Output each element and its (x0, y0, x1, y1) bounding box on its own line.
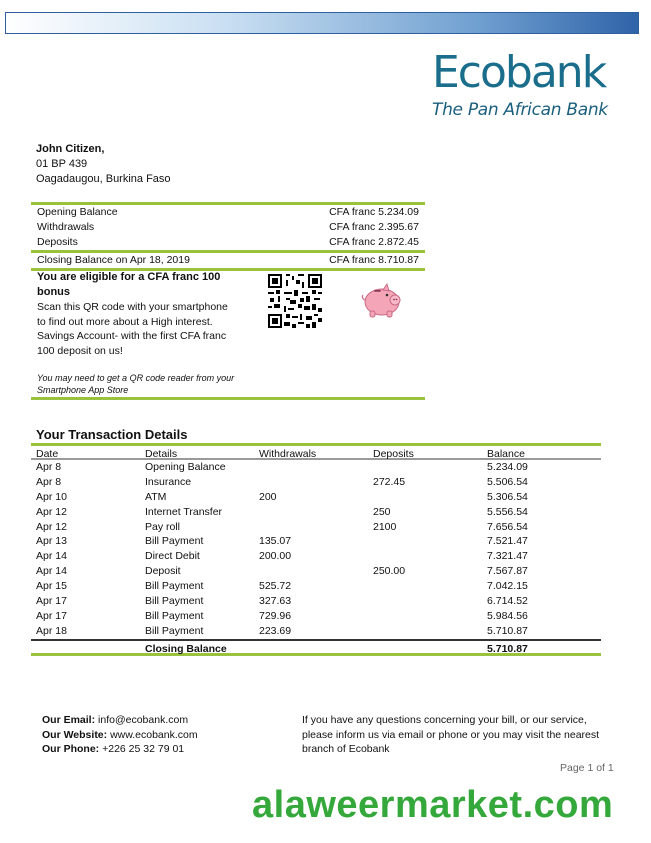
table-header (31, 443, 601, 460)
website-label: Our Website: (42, 728, 108, 741)
details-cell: Internet Transfer (145, 505, 223, 518)
watermark: alaweermarket.com (252, 784, 614, 826)
withdrawal-cell: 327.63 (259, 595, 292, 608)
balance-cell: 7.042.15 (487, 580, 528, 593)
table-footer (31, 639, 601, 656)
table-row (31, 594, 601, 609)
balance-cell: 7.521.47 (487, 535, 528, 548)
table-row (31, 475, 601, 490)
withdrawal-cell (259, 460, 373, 475)
date-cell: Apr 12 (36, 520, 67, 533)
deposit-cell (373, 624, 487, 639)
details-cell: Insurance (145, 475, 192, 488)
transactions-title: Your Transaction Details (36, 427, 188, 442)
table-row (31, 609, 601, 624)
date-cell: Apr 8 (36, 475, 62, 488)
withdrawal-cell: 223.69 (259, 624, 292, 637)
date-cell: Apr 14 (36, 550, 67, 563)
date-cell: Apr 15 (36, 580, 67, 593)
table-body (31, 460, 601, 639)
summary-value: CFA franc 2.872.45 (329, 236, 419, 248)
summary-row (31, 220, 425, 235)
summary-label: Closing Balance on Apr 18, 2019 (37, 254, 190, 266)
details-cell: Opening Balance (145, 461, 226, 473)
table-row (31, 624, 601, 639)
withdrawal-cell: 200 (259, 490, 277, 503)
summary-label: Deposits (37, 236, 78, 248)
balance-summary (31, 202, 425, 271)
brand-tagline: The Pan African Bank (432, 100, 608, 120)
balance-cell: 5.984.56 (487, 609, 528, 622)
details-cell: Bill Payment (145, 535, 204, 548)
table-row (31, 490, 601, 505)
balance-cell: 5.506.54 (487, 475, 528, 488)
withdrawal-cell: 135.07 (259, 535, 292, 548)
details-cell: Bill Payment (145, 595, 204, 608)
table-row (31, 564, 601, 579)
summary-value: CFA franc 5.234.09 (329, 206, 419, 218)
email-label: Our Email: (42, 714, 96, 726)
withdrawal-cell (259, 475, 373, 490)
date-cell: Apr 12 (36, 505, 67, 518)
closing-summary-row (31, 253, 425, 268)
transactions-table (31, 443, 601, 656)
email-link[interactable]: info@ecobank.com (98, 714, 189, 726)
date-cell: Apr 8 (36, 461, 62, 473)
closing-balance-label: Closing Balance (145, 642, 227, 655)
date-cell: Apr 18 (36, 624, 67, 637)
help-text: If you have any questions concerning your bill, or our service, please inform us via email or phone or you may visit the nearest branch of Ecobank (302, 714, 600, 755)
summary-row (31, 235, 425, 250)
column-header: Details (145, 448, 178, 460)
details-cell: Bill Payment (145, 580, 204, 593)
address-line-2: Oagadaugou, Burkina Faso (36, 173, 171, 185)
qr-code-icon (268, 274, 322, 328)
promo-body: Scan this QR code with your smartphone to find out more about a High interest. Savings Account- with the first CFA franc 100 deposit on us! (37, 301, 228, 357)
summary-row (31, 205, 425, 220)
deposit-cell (373, 579, 487, 594)
deposit-cell (373, 490, 487, 505)
date-cell: Apr 17 (36, 609, 67, 622)
table-row (31, 460, 601, 475)
balance-cell: 5.234.09 (487, 461, 528, 473)
deposit-cell: 250.00 (373, 565, 406, 578)
summary-value: CFA franc 8.710.87 (329, 254, 419, 266)
date-cell: Apr 10 (36, 490, 67, 503)
table-row (31, 520, 601, 535)
header-bar (5, 12, 639, 34)
summary-value: CFA franc 2.395.67 (329, 221, 419, 233)
ecobank-logo (432, 47, 617, 120)
deposit-cell (373, 460, 487, 475)
details-cell: ATM (145, 490, 167, 503)
column-header: Withdrawals (259, 448, 317, 460)
details-cell: Bill Payment (145, 609, 204, 622)
details-cell: Bill Payment (145, 624, 204, 637)
page-number: Page 1 of 1 (560, 762, 614, 774)
balance-cell: 5.556.54 (487, 505, 528, 518)
details-cell: Direct Debit (145, 550, 200, 563)
balance-cell: 5.710.87 (487, 624, 528, 637)
date-cell: Apr 13 (36, 535, 67, 548)
column-header: Date (36, 448, 59, 460)
withdrawal-cell: 729.96 (259, 609, 292, 622)
deposit-cell: 272.45 (373, 475, 406, 488)
withdrawal-cell: 200.00 (259, 550, 292, 563)
customer-name: John Citizen, (36, 143, 105, 155)
withdrawal-cell (259, 505, 373, 520)
deposit-cell: 2100 (373, 520, 397, 533)
summary-label: Opening Balance (37, 206, 118, 218)
date-cell: Apr 17 (36, 595, 67, 608)
table-row (31, 505, 601, 520)
deposit-cell: 250 (373, 505, 391, 518)
website-link[interactable]: www.ecobank.com (110, 728, 198, 741)
address-line-1: 01 BP 439 (36, 158, 88, 170)
summary-label: Withdrawals (37, 221, 95, 233)
promo-note: You may need to get a QR code reader from your Smartphone App Store (37, 373, 235, 395)
contact-info (42, 713, 198, 757)
balance-cell: 7.567.87 (487, 565, 528, 578)
details-cell: Deposit (145, 565, 181, 578)
balance-cell: 7.321.47 (487, 550, 528, 563)
column-header: Balance (487, 448, 525, 460)
withdrawal-cell: 525.72 (259, 580, 292, 593)
withdrawal-cell (259, 564, 373, 579)
details-cell: Pay roll (145, 520, 181, 533)
customer-address (36, 142, 171, 187)
phone-number: +226 25 32 79 01 (102, 743, 185, 755)
deposit-cell (373, 609, 487, 624)
column-header: Deposits (373, 448, 414, 460)
date-cell: Apr 14 (36, 565, 67, 578)
balance-cell: 5.306.54 (487, 490, 528, 503)
table-row (31, 549, 601, 564)
brand-name: Ecobank (432, 47, 606, 98)
balance-cell: 7.656.54 (487, 520, 528, 533)
withdrawal-cell (259, 520, 373, 535)
deposit-cell (373, 534, 487, 549)
table-row (31, 534, 601, 549)
deposit-cell (373, 594, 487, 609)
promo-box (31, 268, 425, 400)
balance-cell: 6.714.52 (487, 595, 528, 608)
closing-balance-value: 5.710.87 (487, 642, 528, 655)
piggy-bank-icon (361, 280, 403, 320)
table-row (31, 579, 601, 594)
phone-label: Our Phone: (42, 743, 100, 755)
deposit-cell (373, 549, 487, 564)
promo-title: You are eligible for a CFA franc 100 bonus (37, 271, 221, 298)
